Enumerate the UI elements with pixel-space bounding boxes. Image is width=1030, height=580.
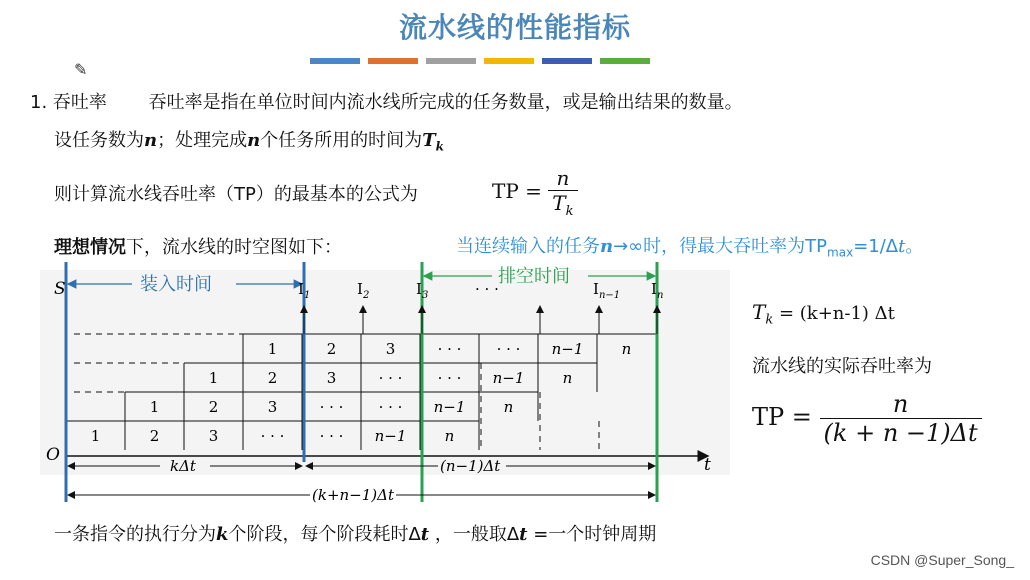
output-label: · · · (475, 280, 499, 298)
task-cell-label: n (444, 427, 455, 445)
task-cell-label: · · · (496, 340, 521, 358)
bottom-t1: t (420, 524, 430, 545)
var-T: T (422, 130, 436, 151)
task-cell-label: n−1 (374, 427, 407, 445)
bottom-mid2: ，一般取Δ (429, 524, 520, 545)
output-label: $I_3$ (416, 280, 429, 301)
output-label: $I_1$ (298, 280, 311, 301)
assume-suffix: 个任务所用的时间为 (260, 130, 423, 151)
output-label: $I_2$ (357, 280, 370, 301)
assumption-line (54, 126, 444, 154)
definition-text: 吞吐率是指在单位时间内流水线所完成的任务数量，或是输出结果的数量。 (148, 92, 743, 113)
assume-prefix: 设任务数为 (54, 130, 144, 151)
task-cell-label: n (503, 398, 514, 416)
task-cell-label: 1 (149, 398, 160, 416)
note-sub: max (827, 245, 854, 260)
task-cell-label: · · · (319, 427, 344, 445)
bottom-post: =一个时钟周期 (527, 524, 657, 545)
tk-formula (752, 300, 895, 328)
output-label: $I_{n-1}$ (593, 280, 621, 301)
dim-n1-label: (n−1)Δt (440, 457, 501, 475)
task-cell-label: 2 (208, 398, 219, 416)
actual-tp-formula (752, 390, 982, 447)
origin-label: O (46, 445, 60, 465)
output-label: $I_n$ (651, 280, 664, 301)
task-cell-label: 3 (385, 340, 396, 358)
note-end: 。 (905, 236, 924, 257)
bottom-t2: t (519, 524, 528, 545)
assume-mid: ；处理完成 (157, 130, 248, 151)
task-cell-label: 3 (326, 369, 337, 387)
title-color-bar (542, 58, 592, 64)
s-axis-label: S (54, 279, 66, 299)
note-mid: 时，得最大吞吐率为TP (643, 236, 828, 257)
actual-throughput-label: 流水线的实际吞吐率为 (752, 356, 932, 377)
task-cell-label: 3 (208, 427, 219, 445)
task-cell-label: 1 (267, 340, 278, 358)
bottom-pre: 一条指令的执行分为 (54, 524, 216, 545)
title-color-bar (310, 58, 360, 64)
basic-tp-formula (492, 166, 578, 219)
var-n2: n (247, 130, 261, 151)
tp2-denominator: (k + n −1)Δt (823, 419, 978, 447)
task-cell-label: · · · (260, 427, 285, 445)
page-title: 流水线的性能指标 (398, 11, 631, 44)
tp-lhs: TP = (492, 179, 542, 203)
pencil-icon[interactable]: ✎ (74, 60, 88, 79)
tp2-numerator: n (820, 390, 982, 419)
drain-time-label: 排空时间 (498, 266, 570, 287)
title-color-bar (368, 58, 418, 64)
tp-den-sub: k (565, 204, 574, 219)
task-cell-label: n−1 (433, 398, 466, 416)
title-color-bar (426, 58, 476, 64)
task-cell-label: n−1 (492, 369, 525, 387)
throughput-definition (30, 88, 743, 114)
tk-lhs: T (752, 300, 766, 324)
output-sub: n−1 (598, 290, 621, 301)
task-cell-label: 1 (90, 427, 101, 445)
var-n: n (144, 130, 158, 151)
task-cell-label: 2 (149, 427, 160, 445)
stage-description (54, 520, 656, 546)
task-cell-label: · · · (319, 398, 344, 416)
task-cell-label: n (562, 369, 573, 387)
tp2-lhs: TP = (752, 403, 812, 431)
bottom-mid: 个阶段，每个阶段耗时Δ (228, 524, 421, 545)
task-cell-label: n−1 (551, 340, 584, 358)
note-n: n (600, 236, 614, 257)
task-cell-label: 1 (208, 369, 219, 387)
task-cell-label: · · · (437, 340, 462, 358)
task-cell-label: n (621, 340, 632, 358)
task-cell-label: 2 (326, 340, 337, 358)
credit-watermark: CSDN @Super_Song_ (870, 552, 1014, 568)
task-cell-label: 2 (267, 369, 278, 387)
title-color-bar (484, 58, 534, 64)
note-t: t (898, 236, 906, 257)
time-axis-label: t (704, 455, 711, 475)
max-throughput-note (456, 232, 923, 260)
section-number: 1. (30, 92, 48, 113)
task-cell-label: · · · (378, 398, 403, 416)
dim-k-label: kΔt (170, 457, 196, 475)
tp-numerator: n (548, 166, 577, 191)
section-heading: 吞吐率 (52, 92, 107, 113)
load-time-label: 装入时间 (140, 274, 212, 295)
bottom-k: k (216, 524, 229, 545)
note-arrow: →∞ (613, 236, 644, 257)
basic-formula-text: 则计算流水线吞吐率（TP）的最基本的公式为 (54, 184, 418, 205)
tp-denominator (548, 191, 577, 219)
output-sub: 2 (362, 290, 370, 301)
ideal-bold: 理想情况 (54, 237, 126, 258)
tp2-fraction (820, 390, 982, 447)
ideal-line (54, 233, 342, 259)
output-sub: 3 (421, 290, 429, 301)
dim-total-label: (k+n−1)Δt (312, 486, 394, 504)
output-sub: n (656, 290, 664, 301)
var-k-sub: k (435, 139, 444, 154)
task-cell-label: · · · (378, 369, 403, 387)
title-color-bar (600, 58, 650, 64)
tk-sub: k (765, 312, 774, 328)
space-time-diagram (40, 262, 740, 512)
ideal-text: 下，流水线的时空图如下： (126, 237, 342, 258)
task-cell-label: · · · (437, 369, 462, 387)
tp-den-T: T (552, 191, 566, 215)
tk-rhs: = (k+n-1) Δt (773, 303, 895, 324)
task-cell-label: 3 (267, 398, 278, 416)
tp-fraction (548, 166, 577, 219)
output-sub: 1 (303, 290, 311, 301)
note-post: =1/Δ (853, 236, 899, 257)
note-pre: 当连续输入的任务 (456, 236, 600, 257)
